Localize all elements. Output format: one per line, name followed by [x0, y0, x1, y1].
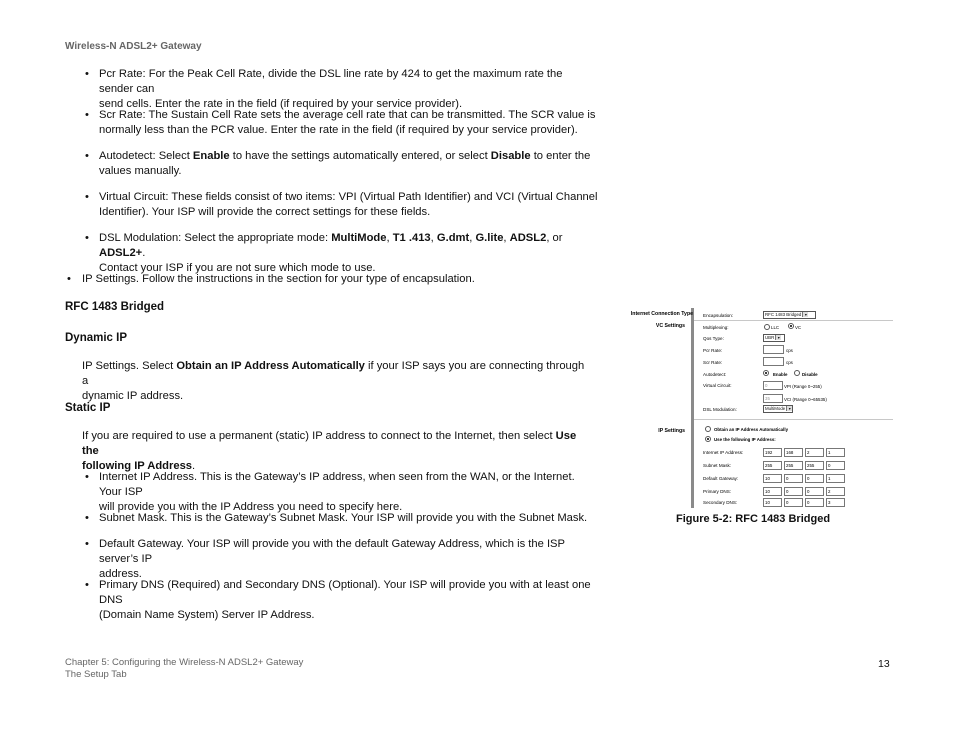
figure-sidebar	[609, 308, 694, 508]
pcr-input[interactable]	[763, 345, 784, 354]
emphasis: following IP Address	[82, 460, 193, 472]
bullet-line: will provide you with the IP Address you need to specify here.	[99, 501, 403, 513]
figure-caption: Figure 5-2: RFC 1483 Bridged	[676, 513, 831, 525]
label-qos: Qos Type:	[703, 336, 724, 341]
page-number: 13	[878, 658, 890, 670]
figure-screenshot	[609, 308, 893, 508]
bullet-marker: •	[85, 538, 89, 550]
bullet-marker: •	[85, 191, 89, 203]
bullet-line: values manually.	[99, 165, 182, 177]
bullet-subnet-mask	[99, 511, 599, 526]
bullet-virtual-circuit	[99, 190, 599, 220]
use-ip-label: Use the following IP Address:	[714, 437, 776, 442]
emphasis: Obtain an IP Address Automatically	[176, 360, 365, 372]
gateway-octet-1[interactable]: 10	[763, 474, 782, 483]
text: DSL Modulation: Select the appropriate mode:	[99, 232, 332, 244]
mux-llc-radio[interactable]	[764, 324, 770, 330]
mux-vc-radio[interactable]	[788, 323, 794, 329]
label-virtual-circuit: Virtual Circuit:	[703, 383, 732, 388]
sidebar-vc-settings: VC Settings	[655, 323, 685, 329]
label-secondary-dns: Secondary DNS:	[703, 500, 738, 505]
sidebar-title: Internet Connection Type	[630, 311, 693, 317]
vpi-range: VPI (Range 0~255)	[784, 384, 822, 389]
bullet-marker: •	[67, 273, 71, 285]
subnet-octet-3[interactable]: 255	[805, 461, 824, 470]
bullet-line: Internet IP Address. This is the Gateway’s IP address, when seen from the WAN, or the Internet. Your ISP	[99, 471, 575, 498]
qos-select[interactable]	[763, 334, 785, 342]
bullet-autodetect	[99, 149, 599, 179]
gateway-octet-4[interactable]: 1	[826, 474, 845, 483]
label-scr: Scr Rate:	[703, 360, 723, 365]
autodetect-enable-label: Enable	[773, 372, 788, 377]
label-default-gateway: Default Gateway:	[703, 476, 739, 481]
secondary-dns-octet-4[interactable]: 3	[826, 498, 845, 507]
bullet-line: send cells. Enter the rate in the field (if required by your service provider).	[99, 98, 463, 110]
dynamic-ip-paragraph	[82, 359, 592, 404]
autodetect-disable-label: Disable	[802, 372, 818, 377]
secondary-dns-octet-1[interactable]: 10	[763, 498, 782, 507]
label-internet-ip: Internet IP Address:	[703, 450, 744, 455]
internet-ip-octet-2[interactable]: 168	[784, 448, 803, 457]
pcr-unit: cps	[786, 348, 793, 353]
section-title: RFC 1483 Bridged	[65, 301, 165, 313]
internet-ip-octet-1[interactable]: 192	[763, 448, 782, 457]
bullet-line: Contact your ISP if you are not sure which mode to use.	[99, 262, 376, 274]
bullet-line: Identifier). Your ISP will provide the correct settings for these fields.	[99, 206, 431, 218]
text: if your ISP says you are connecting through a	[82, 360, 585, 387]
scr-input[interactable]	[763, 357, 784, 366]
emphasis: Disable	[490, 150, 531, 162]
bullet-line: Primary DNS (Required) and Secondary DNS (Optional). Your ISP will provide you with at least one DNS	[99, 579, 591, 606]
bullet-default-gateway	[99, 537, 599, 582]
sidebar-ip-settings: IP Settings	[658, 428, 685, 434]
secondary-dns-octet-2[interactable]: 0	[784, 498, 803, 507]
bullet-dns	[99, 578, 599, 623]
obtain-ip-label: Obtain an IP Address Automatically	[714, 427, 789, 432]
emphasis: Use the	[82, 430, 577, 457]
autodetect-enable-radio[interactable]	[763, 370, 769, 376]
bullet-marker: •	[85, 512, 89, 524]
emphasis: Enable	[192, 150, 230, 162]
vpi-input[interactable]: 0	[763, 381, 783, 390]
bullet-line: address.	[99, 568, 142, 580]
secondary-dns-octet-3[interactable]: 0	[805, 498, 824, 507]
select-value: MultiMode	[765, 406, 786, 411]
footer-section: The Setup Tab	[65, 669, 127, 680]
text: , or	[546, 232, 563, 244]
bullet-line: (Domain Name System) Server IP Address.	[99, 609, 315, 621]
divider	[694, 419, 893, 420]
label-multiplexing: Multiplexing:	[703, 325, 729, 330]
bullet-line: Default Gateway. Your ISP will provide you with the default Gateway Address, which is the ISP server’s IP	[99, 538, 565, 565]
subnet-octet-2[interactable]: 255	[784, 461, 803, 470]
select-value: UBR	[765, 335, 775, 340]
bullet-line: normally less than the PCR value. Enter the rate in the field (if required by your service provider).	[99, 124, 578, 136]
figure-form	[694, 308, 893, 508]
footer-chapter: Chapter 5: Configuring the Wireless-N ADSL2+ Gateway	[65, 657, 304, 668]
bullet-internet-ip	[99, 470, 599, 515]
running-header: Wireless-N ADSL2+ Gateway	[65, 41, 202, 52]
subnet-octet-1[interactable]: 255	[763, 461, 782, 470]
vci-range: VCI (Range 0~65535)	[784, 397, 827, 402]
primary-dns-octet-1[interactable]: 10	[763, 487, 782, 496]
autodetect-disable-radio[interactable]	[794, 370, 800, 376]
bullet-marker: •	[85, 68, 89, 80]
static-ip-paragraph	[82, 429, 592, 474]
label-autodetect: Autodetect:	[703, 372, 727, 377]
mode-gdmt: G.dmt	[436, 232, 470, 244]
chevron-down-icon: ▾	[775, 335, 781, 340]
bullet-scr-rate	[99, 108, 599, 138]
mux-llc-label: LLC	[771, 325, 780, 330]
internet-ip-octet-4[interactable]: 1	[826, 448, 845, 457]
select-value: RFC 1483 Bridged	[765, 312, 802, 317]
mode-t1413: T1 .413	[392, 232, 431, 244]
dsl-modulation-select[interactable]	[763, 405, 793, 413]
paragraph-line: dynamic IP address.	[82, 390, 184, 402]
bullet-ip-settings: IP Settings. Follow the instructions in the section for your type of encapsulation.	[82, 273, 475, 285]
footer	[65, 657, 303, 681]
mode-adsl2: ADSL2	[509, 232, 547, 244]
text: .	[142, 247, 146, 259]
label-subnet-mask: Subnet Mask:	[703, 463, 732, 468]
primary-dns-octet-2[interactable]: 0	[784, 487, 803, 496]
bullet-marker: •	[85, 150, 89, 162]
bullet-marker: •	[85, 579, 89, 591]
label-dsl-modulation: DSL Modulation:	[703, 407, 737, 412]
text: ,	[386, 232, 393, 244]
divider	[694, 320, 893, 321]
use-ip-radio[interactable]	[705, 436, 711, 442]
chevron-down-icon: ▾	[786, 406, 792, 411]
dynamic-ip-title: Dynamic IP	[65, 332, 127, 344]
label-pcr: Pcr Rate:	[703, 348, 723, 353]
static-ip-title: Static IP	[65, 402, 111, 414]
scr-unit: cps	[786, 360, 793, 365]
primary-dns-octet-3[interactable]: 0	[805, 487, 824, 496]
text: Autodetect: Select	[99, 150, 193, 162]
bullet-line: Virtual Circuit: These fields consist of two items: VPI (Virtual Path Identifier) and VCI (Virtual Channel	[99, 191, 598, 203]
vci-input[interactable]: 35	[763, 394, 783, 403]
text: .	[192, 460, 196, 472]
bullet-marker: •	[85, 471, 89, 483]
bullet-dsl-modulation	[99, 231, 599, 276]
primary-dns-octet-4[interactable]: 2	[826, 487, 845, 496]
bullet-line: Pcr Rate: For the Peak Cell Rate, divide the DSL line rate by 424 to get the maximum rate the sender can	[99, 68, 563, 95]
encapsulation-select[interactable]	[763, 311, 816, 319]
bullet-pcr-rate	[99, 67, 599, 112]
mode-adsl2plus: ADSL2+	[99, 247, 143, 259]
mode-multimode: MultiMode	[331, 232, 387, 244]
text: If you are required to use a permanent (static) IP address to connect to the Internet, then select	[82, 430, 556, 442]
bullet-marker: •	[85, 232, 89, 244]
text: to enter the	[530, 150, 591, 162]
bullet-line: Scr Rate: The Sustain Cell Rate sets the average cell rate that can be transmitted. The SCR value is	[99, 109, 596, 121]
mux-vc-label: VC	[795, 325, 802, 330]
subnet-octet-4[interactable]: 0	[826, 461, 845, 470]
text: ,	[503, 232, 510, 244]
mode-glite: G.lite	[475, 232, 504, 244]
text: ,	[430, 232, 437, 244]
text: IP Settings. Select	[82, 360, 177, 372]
bullet-line: Subnet Mask. This is the Gateway’s Subnet Mask. Your ISP will provide you with the Subnet Mask.	[99, 512, 588, 524]
text: ,	[469, 232, 476, 244]
internet-ip-octet-3[interactable]: 2	[805, 448, 824, 457]
label-encapsulation: Encapsulation:	[703, 313, 734, 318]
obtain-ip-radio[interactable]	[705, 426, 711, 432]
gateway-octet-2[interactable]: 0	[784, 474, 803, 483]
chevron-down-icon: ▾	[802, 312, 808, 317]
label-primary-dns: Primary DNS:	[703, 489, 732, 494]
text: to have the settings automatically entered, or select	[229, 150, 491, 162]
gateway-octet-3[interactable]: 0	[805, 474, 824, 483]
bullet-marker: •	[85, 109, 89, 121]
